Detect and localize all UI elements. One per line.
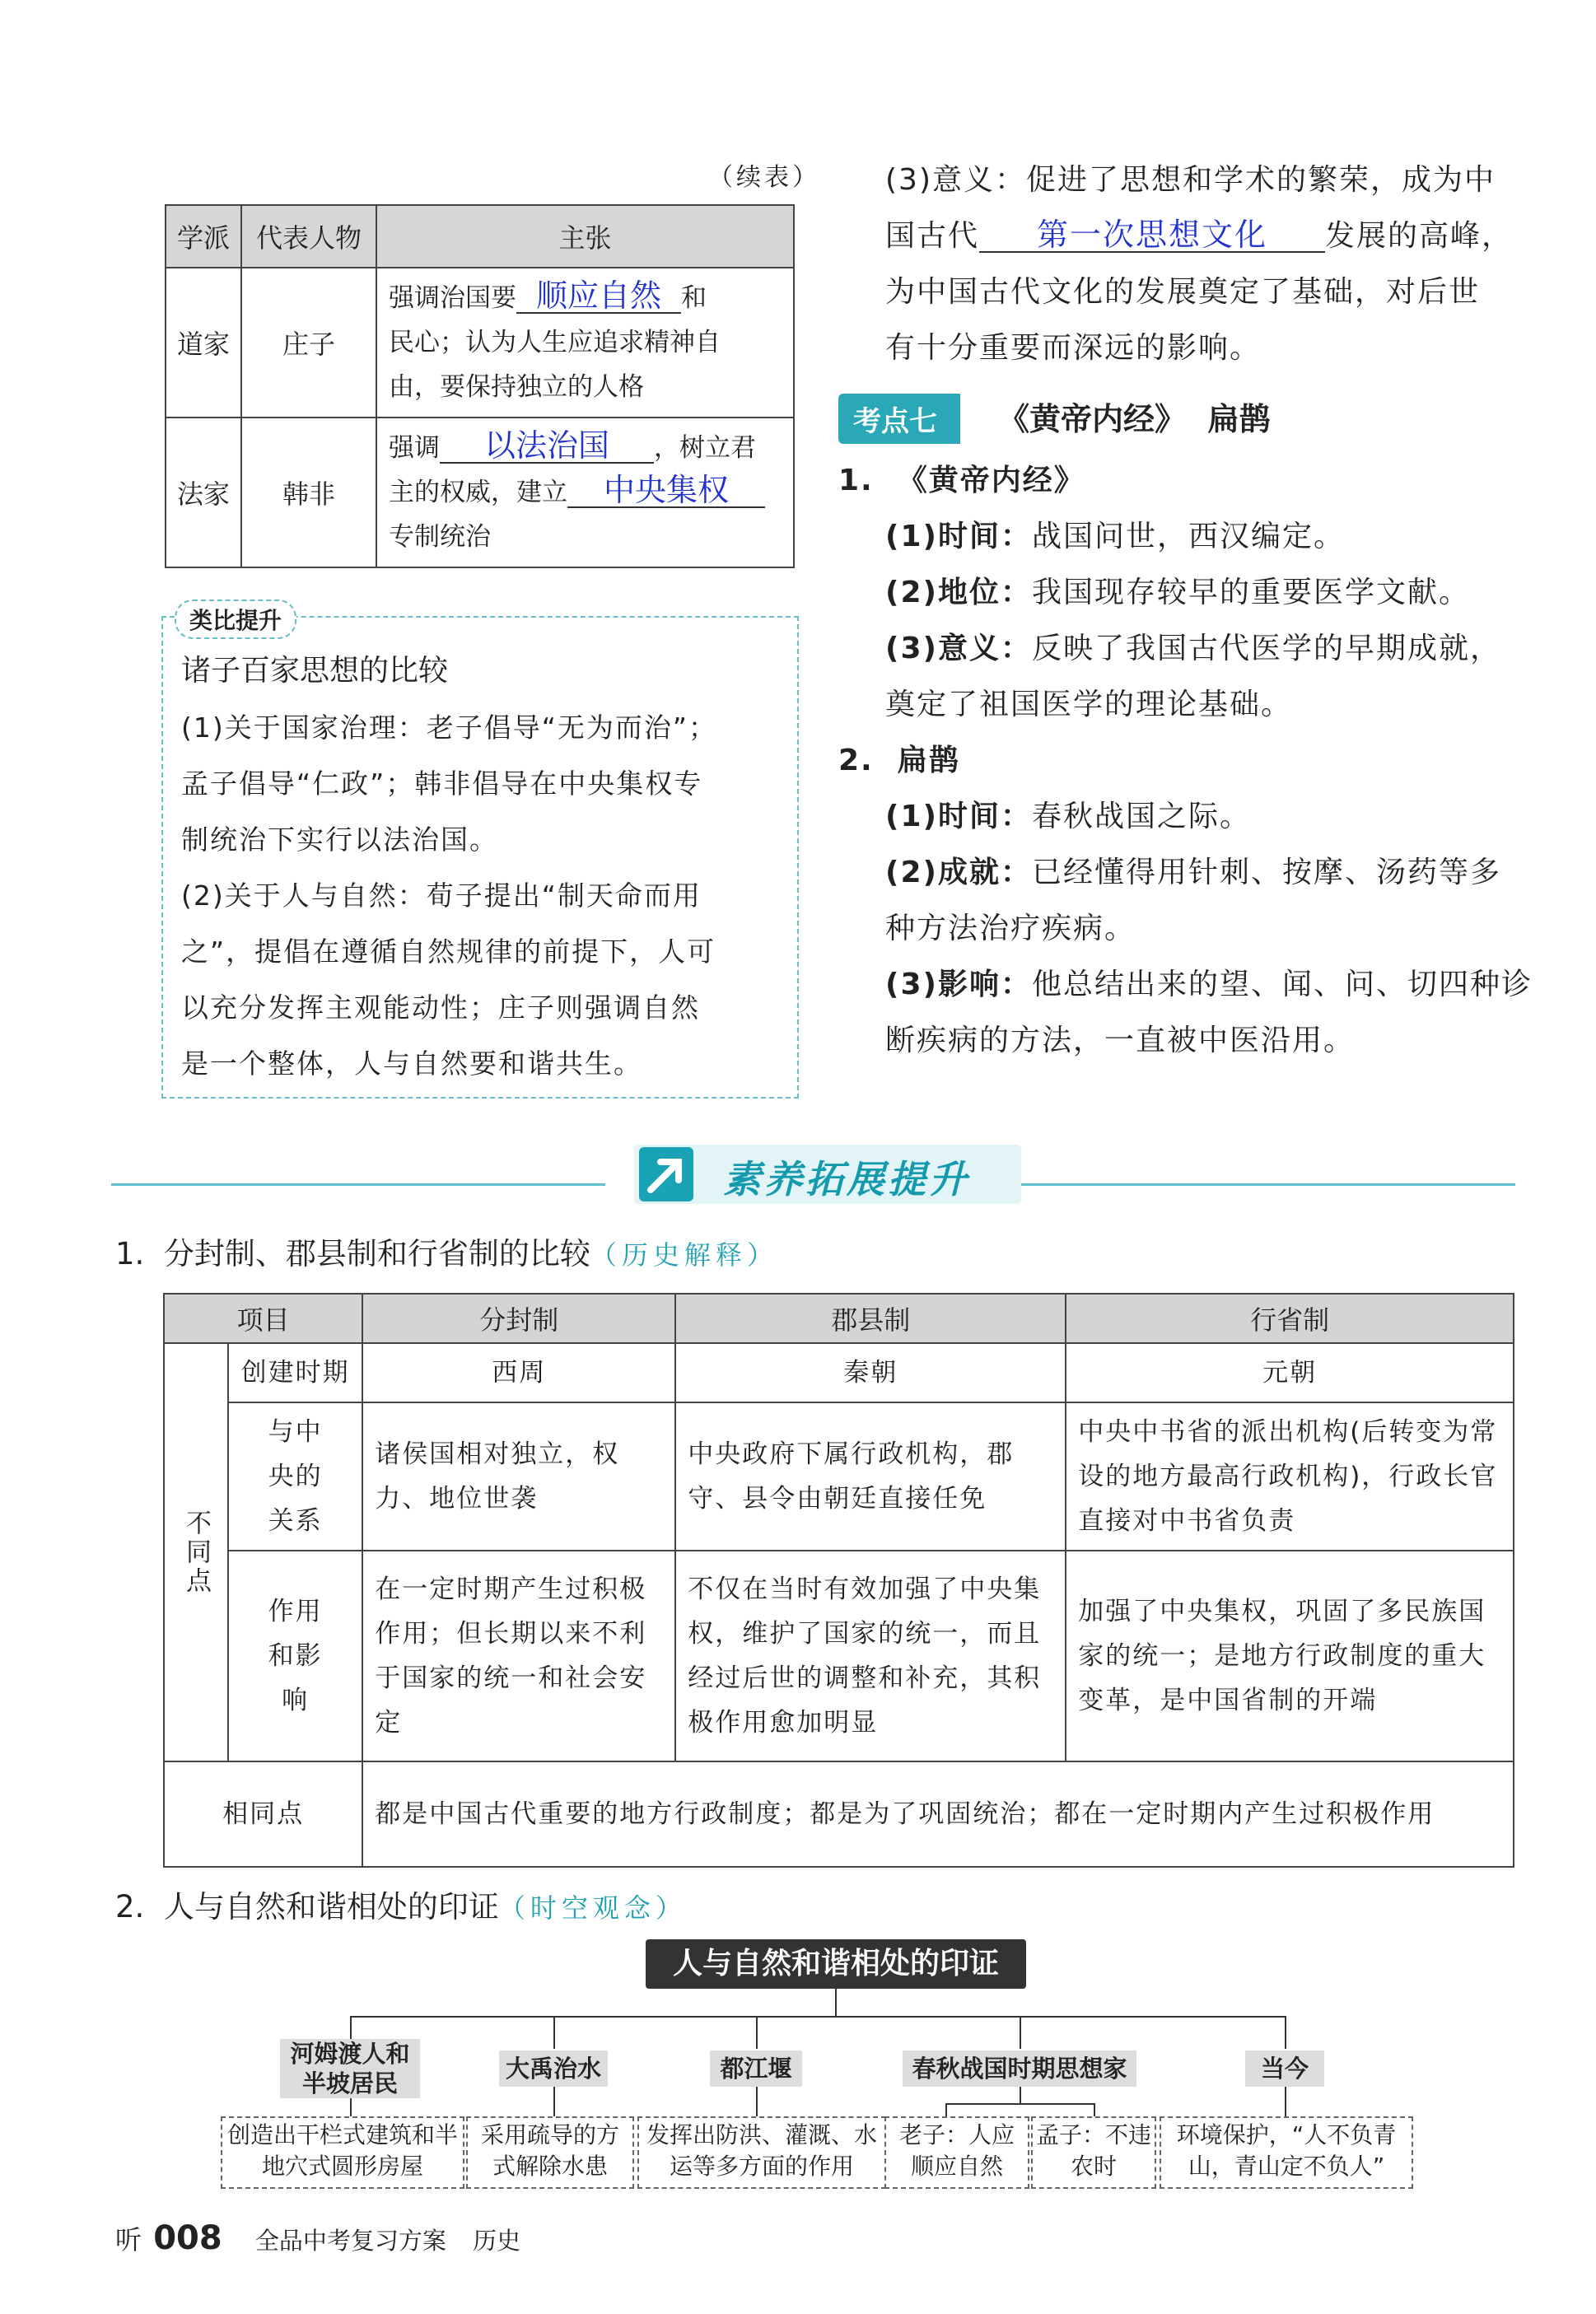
connector <box>1285 2087 1286 2116</box>
section2-heading: 2. 人与自然和谐相处的印证（时空观念） <box>115 1889 687 1924</box>
table-cell: 诸侯国相对独立，权力、地位世袭 <box>362 1402 675 1551</box>
leaf-hemudu: 创造出干栏式建筑和半地穴式圆形房屋 <box>221 2116 464 2189</box>
row-label-effect: 作用和影响 <box>228 1551 362 1761</box>
same-text: 都是中国古代重要的地方行政制度；都是为了巩固统治；都在一定时期内产生过积极作用 <box>362 1761 1514 1867</box>
table-cell: 西周 <box>362 1343 675 1402</box>
claim-daojia: 强调治国要 顺应自然 和 民心；认为人生应追求精神自 由，要保持独立的人格 <box>376 268 794 418</box>
row-label-relation: 与中央的关系 <box>228 1402 362 1551</box>
school-daojia: 道家 <box>166 268 241 418</box>
comparison-title: 诸子百家思想的比较 <box>181 654 449 688</box>
diagram-title: 人与自然和谐相处的印证 <box>646 1939 1026 1989</box>
table-cell: 加强了中央集权，巩固了多民族国家的统一；是地方行政制度的重大变革，是中国省制的开端 <box>1066 1551 1514 1761</box>
same-label: 相同点 <box>164 1761 362 1867</box>
banner-divider-right <box>1021 1183 1515 1186</box>
kaodian-title: 《黄帝内经》 扁鹊 <box>998 401 1271 437</box>
page-number: 008 <box>153 2219 222 2257</box>
table-cell: 中央政府下属行政机构，郡守、县令由朝廷直接任免 <box>675 1402 1066 1551</box>
footer-prefix: 听 <box>115 2224 142 2256</box>
schools-table <box>165 204 795 568</box>
book-title: 全品中考复习方案 <box>254 2227 446 2255</box>
table-cell: 秦朝 <box>675 1343 1066 1402</box>
branch-hemudu: 河姆渡人和半坡居民 <box>280 2039 420 2098</box>
header-person: 代表人物 <box>241 205 376 268</box>
answer-blank: 中央集权 <box>567 474 765 508</box>
banner-title: 素养拓展提升 <box>723 1157 970 1201</box>
branch-dujiangyan: 都江堰 <box>710 2050 802 2087</box>
huangdi-neijing-section: 1. 《黄帝内经》 (1)时间：战国问世，西汉编定。 (2)地位：我国现存较早的重要医学文献。 (3)意义：反映了我国古代医学的早期成就， 奠定了祖国医学的理论基础。 2. 扁鹊 (1)时间：春秋战国之际。 (2)成就：已经懂得用针刺、按摩、汤药等多 种方法治疗疾病。 (3)影响：他总结出来的望、闻、问、切四种诊 断疾病的方法，一直被中医沿用。 <box>838 464 1533 1057</box>
kaodian-tag: 考点七 <box>838 394 960 444</box>
header-junxian: 郡县制 <box>675 1294 1066 1343</box>
comparison-tag: 类比提升 <box>175 599 296 639</box>
connector <box>835 1989 837 2017</box>
person-hanfei: 韩非 <box>241 418 376 567</box>
table-cell: 不仅在当时有效加强了中央集权，维护了国家的统一，而且经过后世的调整和补充，其积极作用愈加明显 <box>675 1551 1066 1761</box>
connector <box>350 2098 352 2116</box>
connector <box>1020 2087 1021 2103</box>
table-cell: 在一定时期产生过积极作用；但长期以来不利于国家的统一和社会安定 <box>362 1551 675 1761</box>
leaf-dujiangyan: 发挥出防洪、灌溉、水运等多方面的作用 <box>637 2116 886 2189</box>
significance-paragraph: (3)意义：促进了思想和学术的繁荣，成为中 国古代 第一次思想文化 发展的高峰， 为中国古代文化的发展奠定了基础，对后世 有十分重要而深远的影响。 <box>885 163 1514 365</box>
connector <box>1285 2016 1286 2049</box>
connector <box>945 2103 947 2116</box>
leaf-mengzi: 孟子：不违农时 <box>1031 2116 1156 2189</box>
diff-label: 不同点 <box>164 1343 228 1761</box>
page-footer <box>115 2219 520 2257</box>
claim-fajia: 强调 以法治国 ，树立君 主的权威，建立 中央集权 专制统治 <box>376 418 794 567</box>
header-claim: 主张 <box>376 205 794 268</box>
answer-blank: 以法治国 <box>440 429 654 464</box>
header-fenfeng: 分封制 <box>362 1294 675 1343</box>
connector <box>350 2016 1286 2018</box>
connector <box>756 2087 758 2116</box>
branch-today: 当今 <box>1245 2050 1324 2087</box>
leaf-today: 环境保护，“人不负青山，青山定不负人” <box>1160 2116 1413 2189</box>
answer-blank: 顺应自然 <box>516 279 681 314</box>
connector <box>1094 2103 1095 2116</box>
row-label-period: 创建时期 <box>228 1343 362 1402</box>
header-item: 项目 <box>164 1294 362 1343</box>
connector <box>553 2016 555 2049</box>
connector <box>945 2103 1094 2105</box>
person-zhuangzi: 庄子 <box>241 268 376 418</box>
table-cell: 中央中书省的派出机构(后转变为常设的地方最高行政机构)，行政长官直接对中书省负责 <box>1066 1402 1514 1551</box>
branch-thinkers: 春秋战国时期思想家 <box>903 2050 1136 2087</box>
arrow-up-right-icon <box>639 1147 693 1201</box>
answer-blank: 第一次思想文化 <box>979 218 1325 253</box>
continued-label: （续表） <box>708 163 820 192</box>
header-xingsheng: 行省制 <box>1066 1294 1514 1343</box>
connector <box>756 2016 758 2049</box>
banner-divider-left <box>111 1183 605 1186</box>
leaf-laozi: 老子：人应顺应自然 <box>884 2116 1029 2189</box>
section1-heading: 1. 分封制、郡县制和行省制的比较（历史解释） <box>115 1236 778 1271</box>
system-comparison-table <box>163 1293 1514 1868</box>
comparison-body: (1)关于国家治理：老子倡导“无为而治”； 孟子倡导“仁政”；韩非倡导在中央集权专 制统治下实行以法治国。 (2)关于人与自然：荀子提出“制天命而用 之”，提倡在遵循自然规律的前提下，人可 以充分发挥主观能动性；庄子则强调自然 是一个整体，人与自然要和谐共生。 <box>181 711 717 1080</box>
header-school: 学派 <box>166 205 241 268</box>
leaf-dayu: 采用疏导的方式解除水患 <box>466 2116 634 2189</box>
table-cell: 元朝 <box>1066 1343 1514 1402</box>
branch-dayu: 大禹治水 <box>499 2050 608 2087</box>
connector <box>553 2087 555 2116</box>
subject-label: 历史 <box>473 2227 521 2255</box>
connector <box>1020 2016 1021 2049</box>
school-fajia: 法家 <box>166 418 241 567</box>
